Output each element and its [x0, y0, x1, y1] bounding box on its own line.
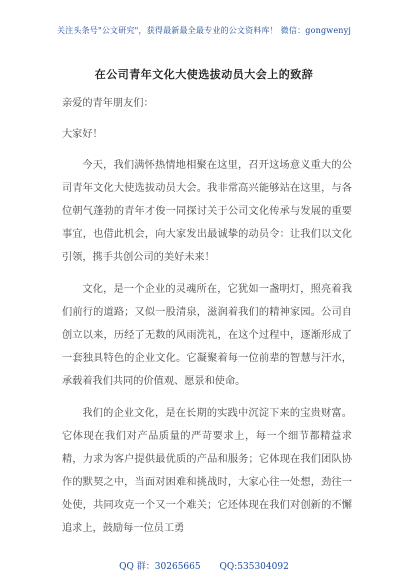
footer-qq-group: QQ 群：30265665: [119, 562, 201, 572]
document-body: [62, 92, 352, 549]
paragraph-3: 我们的企业文化，是在长期的实践中沉淀下来的宝贵财富。它体现在我们对产品质量的严苛要求上，每一个细节都精益求精，力求为客户提供最优质的产品和服务；它体现在我们团队协作的默契之中，当面对困难和挑战时，大家心往一处想，劲往一处使，共同攻克一个又一个难关；它还体现在我们对创新的不懈追求上，鼓励每一位员工勇: [62, 408, 352, 534]
hello-line: 大家好！: [62, 129, 103, 140]
greeting: 亲爱的青年朋友们：: [62, 98, 154, 109]
header-note: 关注头条号"公文研究"，获得最新最全最专业的公文资料库！ 微信：gongwenyj: [56, 26, 352, 35]
footer-qq: QQ:535304092: [219, 562, 289, 572]
footer: [0, 559, 408, 572]
paragraph-2: 文化，是一个企业的灵魂所在，它犹如一盏明灯，照亮着我们前行的道路；又似一股清泉，滋润着我们的精神家园。公司自创立以来，历经了无数的风雨洗礼，在这个过程中，逐渐形成了一套独具特色的企业文化。它凝聚着每一位前辈的智慧与汗水，承载着我们共同的价值观、愿景和使命。: [62, 284, 352, 387]
document-title: 在公司青年文化大使选拔动员大会上的致辞: [94, 68, 314, 81]
paragraph-1: 今天，我们满怀热情地相聚在这里，召开这场意义重大的公司青年文化大使选拔动员大会。我非常高兴能够站在这里，与各位朝气蓬勃的青年才俊一同探讨关于公司文化传承与发展的重要事宜，也借此机会，向大家发出最诚挚的动员令：让我们以文化引领，携手共创公司的美好未来！: [62, 160, 352, 263]
